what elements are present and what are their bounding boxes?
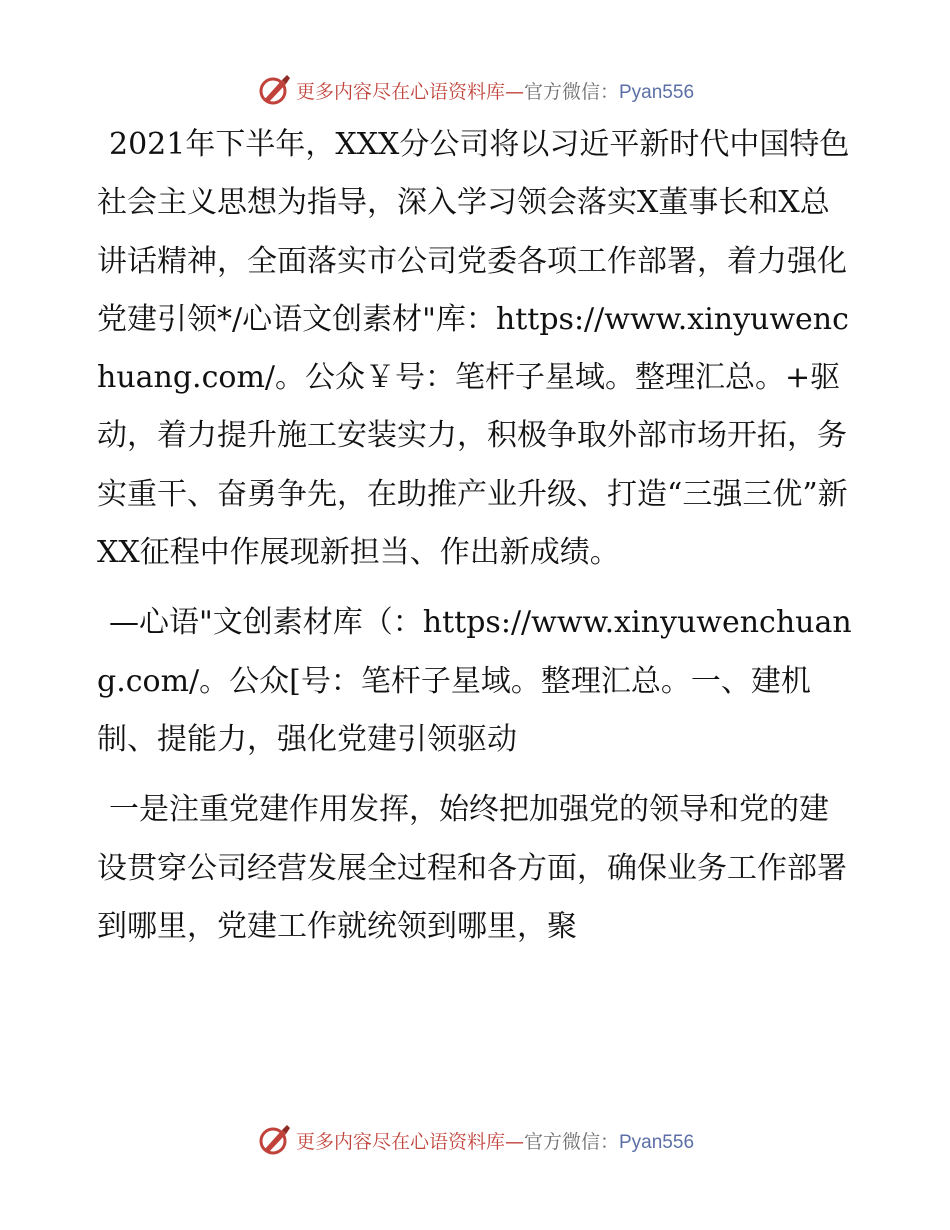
document-body (97, 116, 857, 968)
banner-wechat-label: 官方微信： (523, 80, 619, 103)
header-banner (0, 70, 950, 110)
pen-logo-icon (256, 72, 292, 108)
banner-wechat-id: Pyan556 (619, 81, 695, 103)
banner-text (296, 1127, 694, 1154)
banner-main-text: 更多内容尽在心语资料库 (295, 1130, 505, 1153)
banner-wechat-id: Pyan556 (619, 1131, 695, 1153)
paragraph: —心语"文创素材库（：https://www.xinyuwenchuang.com/。公众[号：笔杆子星域。整理汇总。一、建机制、提能力，强化党建引领驱动 (97, 605, 852, 757)
pen-logo-icon (256, 1122, 292, 1158)
banner-text (296, 77, 694, 104)
footer-banner (0, 1120, 950, 1160)
banner-main-text: 更多内容尽在心语资料库 (295, 80, 505, 103)
paragraph: 一是注重党建作用发挥，始终把加强党的领导和党的建设贯穿公司经营发展全过程和各方面，确保业务工作部署到哪里，党建工作就统领到哪里，聚 (97, 792, 847, 944)
banner-separator: — (504, 80, 524, 103)
banner-separator: — (504, 1130, 524, 1153)
paragraph: 2021年下半年，XXX分公司将以习近平新时代中国特色社会主义思想为指导，深入学习领会落实X董事长和X总讲话精神，全面落实市公司党委各项工作部署，着力强化党建引领*/心语文创素材"库：https://www.xinyuwenchuang.com/。公众￥号：笔杆子星域。整理汇总。+驱动，着力提升施工安装实力，积极争取外部市场开拓，务实重干、奋勇争先，在助推产业升级、打造“三强三优”新XX征程中作展现新担当、作出新成绩。 (97, 127, 850, 571)
banner-wechat-label: 官方微信： (523, 1130, 619, 1153)
